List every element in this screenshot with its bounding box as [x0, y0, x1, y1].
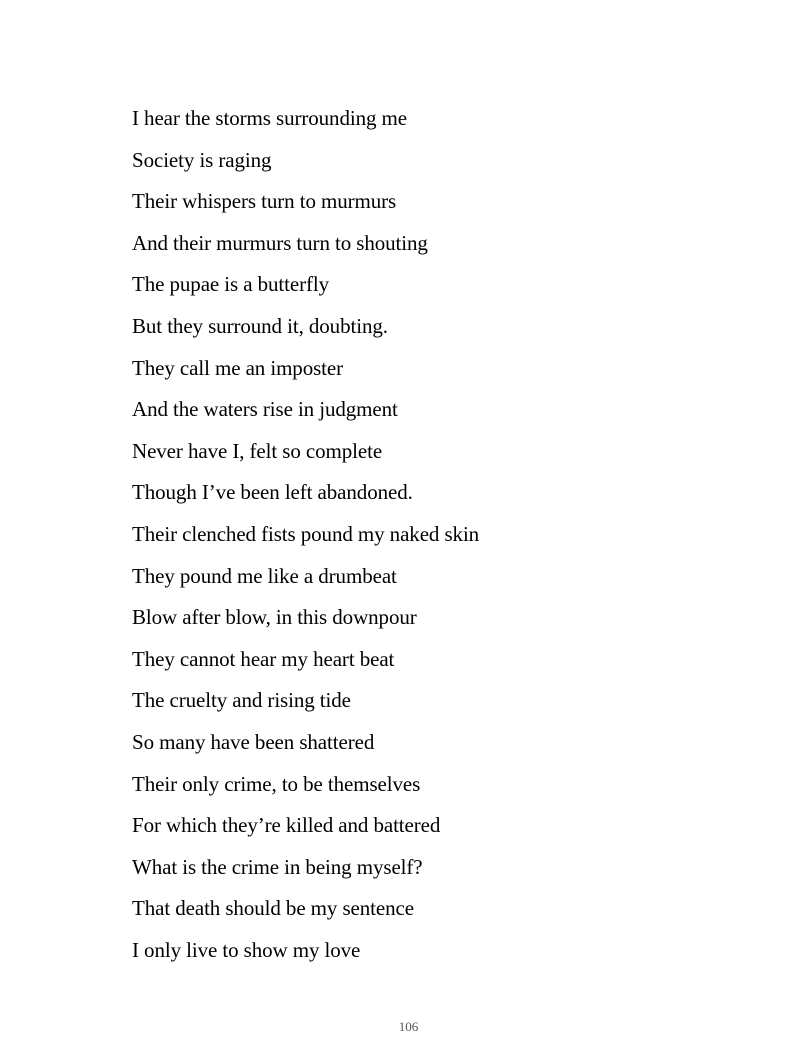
- poem-line: They pound me like a drumbeat: [132, 563, 397, 588]
- poem-line: Society is raging: [132, 147, 272, 172]
- poem-line: Blow after blow, in this downpour: [132, 605, 417, 630]
- poem-line: I only live to show my love: [132, 937, 361, 962]
- poem-line: They cannot hear my heart beat: [132, 646, 395, 671]
- poem-line: What is the crime in being myself?: [132, 854, 423, 879]
- poem-line: Their clenched fists pound my naked skin: [132, 521, 480, 546]
- poem-line: For which they’re killed and battered: [132, 813, 441, 838]
- poem-line: Never have I, felt so complete: [132, 438, 383, 463]
- poem-line: And their murmurs turn to shouting: [132, 230, 428, 255]
- poem-text: [132, 98, 479, 971]
- poem-line: But they surround it, doubting.: [132, 313, 388, 338]
- page-number: 106: [398, 1019, 419, 1034]
- poem-line: And the waters rise in judgment: [132, 397, 398, 422]
- poem-line: Though I’ve been left abandoned.: [132, 480, 413, 505]
- poem-line: So many have been shattered: [132, 729, 375, 754]
- poem-line: The cruelty and rising tide: [132, 688, 351, 713]
- poem-line: The pupae is a butterfly: [132, 272, 330, 297]
- poem-line: I hear the storms surrounding me: [132, 106, 407, 130]
- poem-line: They call me an imposter: [132, 355, 344, 380]
- poem-line: That death should be my sentence: [132, 896, 414, 921]
- poem-line: Their whispers turn to murmurs: [132, 189, 397, 214]
- poem-line: Their only crime, to be themselves: [132, 771, 421, 796]
